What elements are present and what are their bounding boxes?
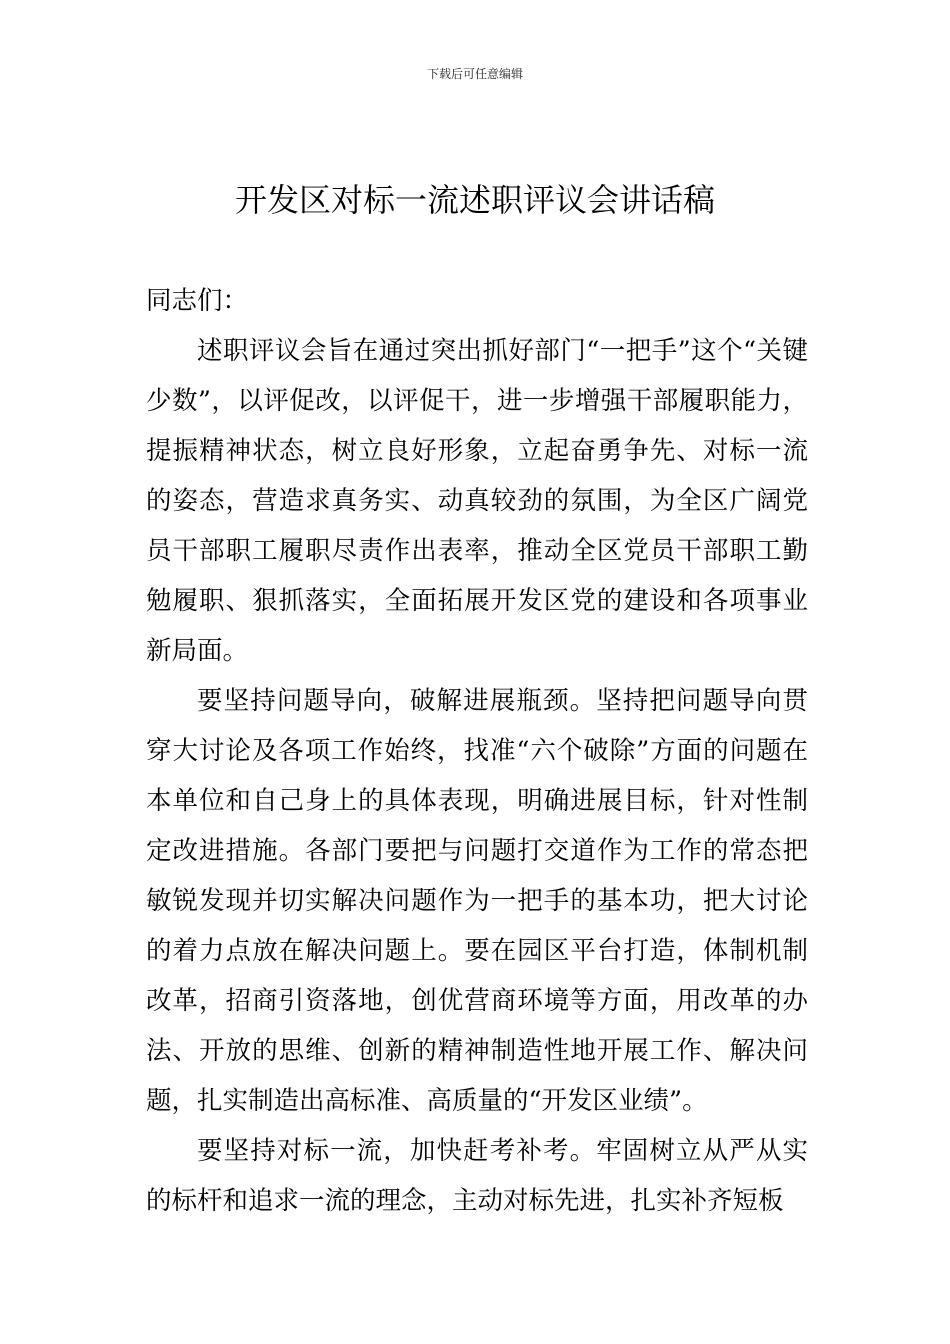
page-header-note: 下载后可任意编辑 [426,67,523,81]
paragraph-3: 要坚持对标一流，加快赶考补考。牢固树立从严从实的标杆和追求一流的理念，主动对标先进，扎实补齐短板 [146,1136,808,1216]
document-body [146,276,808,1226]
document-title: 开发区对标一流述职评议会讲话稿 [234,181,715,219]
paragraph-1: 述职评议会旨在通过突出抓好部门“一把手”这个“关键少数”，以评促改，以评促干，进一步增强干部履职能力，提振精神状态，树立良好形象，立起奋勇争先、对标一流的姿态，营造求真务实、动真较劲的氛围，为全区广阔党员干部职工履职尽责作出表率，推动全区党员干部职工勤勉履职、狠抓落实，全面拓展开发区党的建设和各项事业新局面。 [146,336,808,666]
paragraph-2: 要坚持问题导向，破解进展瓶颈。坚持把问题导向贯穿大讨论及各项工作始终，找准“六个破除”方面的问题在本单位和自己身上的具体表现，明确进展目标，针对性制定改进措施。各部门要把与问题打交道作为工作的常态把敏锐发现并切实解决问题作为一把手的基本功，把大讨论的着力点放在解决问题上。要在园区平台打造，体制机制改革，招商引资落地，创优营商环境等方面，用改革的办法、开放的思维、创新的精神制造性地开展工作、解决问题，扎实制造出高标准、高质量的“开发区业绩”。 [146,686,808,1116]
salutation: 同志们： [146,286,249,316]
